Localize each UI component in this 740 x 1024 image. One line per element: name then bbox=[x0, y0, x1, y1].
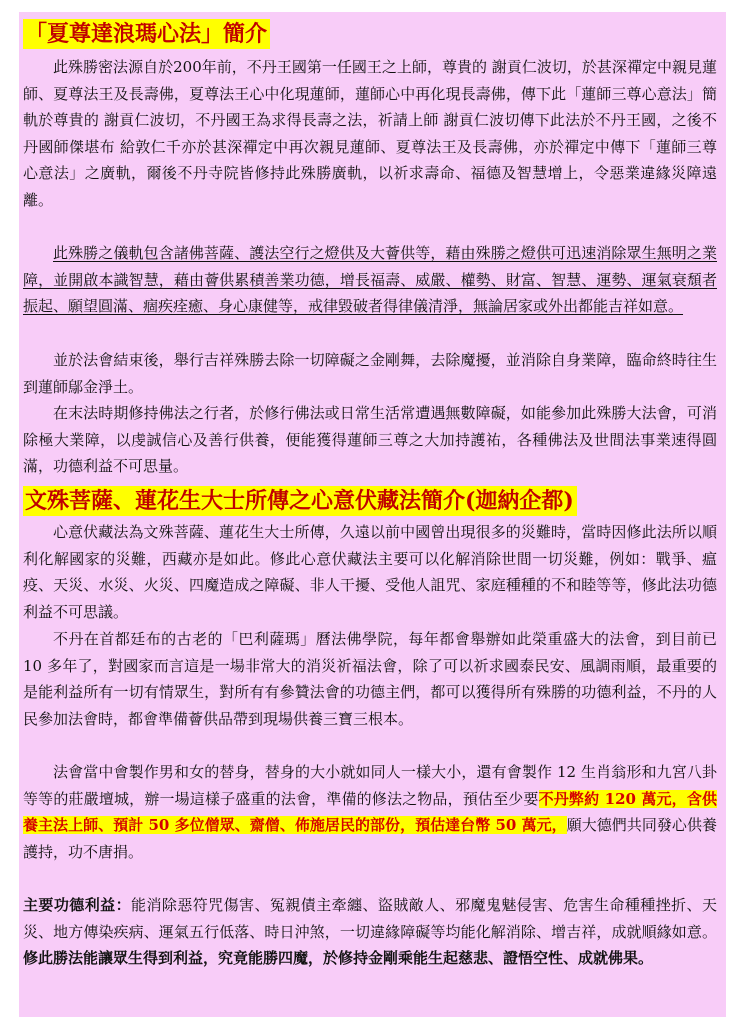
section1-paragraph-2-text: 此殊勝之儀軌包含諸佛菩薩、護法空行之燈供及大薈供等，藉由殊勝之燈供可迅速消除眾生無明之業障，並開啟本識智慧，藉由薈供累積善業功德，增長福壽、威嚴、權勢、財富、智慧、運勢、運氣衰頹者振起、願望圓滿、痼疾痊癒、身心康健等，戒律毀破者得律儀清淨，無論居家或外出都能吉祥如意。 bbox=[23, 244, 717, 316]
document-page bbox=[19, 12, 726, 1017]
merit-benefits-paragraph bbox=[23, 892, 717, 972]
section1-paragraph-1: 此殊勝密法源自於200年前，不丹王國第一任國王之上師，尊貴的 謝貢仁波切，於甚深禪定中親見蓮師、夏尊法王及長壽佛，夏尊法王心中化現蓮師，蓮師心中再化現長壽佛，傳下此「蓮師三尊心意法」簡軌於尊貴的 謝貢仁波切，不丹國王為求得長壽之法，祈請上師 謝貢仁波切傳下此法於不丹王國，之後不丹國師傑堪布 給敦仁千亦於甚深禪定中再次親見蓮師、夏尊法王及長壽佛，亦於禪定中傳下「蓮師三尊心意法」之廣軌，爾後不丹寺院皆修持此殊勝廣軌，以祈求壽命、福德及智慧增上，令惡業違緣災障遠離。 bbox=[23, 58, 717, 209]
merit-benefits-label: 主要功德利益： bbox=[23, 896, 132, 914]
section1-paragraph-3: 並於法會結束後，舉行吉祥殊勝去除一切障礙之金剛舞，去除魔擾，並消除自身業障，臨命終時往生到蓮師鄔金淨土。 bbox=[23, 351, 717, 396]
section2-paragraph-3-text-a: 法會當中會製作男和女的替身，替身的大小就如同人一樣大小，還有會製作 12 生肖翁形和九宮八卦等等的莊嚴壇城，辦一場這樣子盛重的法會，準備的修法之物品，預估至少要 bbox=[23, 763, 717, 808]
section2-paragraph-2: 不丹在首都廷布的古老的「巴利薩瑪」曆法佛學院，每年都會舉辦如此榮重盛大的法會，到目前已 10 多年了，對國家而言這是一場非常大的消災祈福法會，除了可以祈求國泰民安、風調雨順，最重要的是能利益所有一切有情眾生，對所有有參贊法會的功德主們，都可以獲得所有殊勝的功德利益，不丹的人民參加法會時，都會準備薈供品帶到現場供養三寶三根本。 bbox=[23, 630, 717, 728]
section1-title: 「夏尊達浪瑪心法」簡介 bbox=[23, 19, 270, 49]
merit-benefits-text: 能消除惡符咒傷害、冤親債主牽纏、盜賊敵人、邪魔鬼魅侵害、危害生命種種挫折、天災、地方傳染疾病、運氣五行低落、時日沖煞，一切違緣障礙等均能化解消除、增吉祥，成就順緣如意。 bbox=[23, 896, 717, 941]
section1-paragraph-4: 在末法時期修持佛法之行者，於修行佛法或日常生活常遭遇無數障礙，如能參加此殊勝大法會，可消除極大業障，以虔誠信心及善行供養，便能獲得蓮師三尊之大加持護祐，各種佛法及世間法事業速得圓滿，功德利益不可思量。 bbox=[23, 404, 717, 476]
section2-title: 文殊菩薩、蓮花生大士所傳之心意伏藏法簡介(迦納企都) bbox=[23, 486, 577, 516]
section1-paragraph-2 bbox=[23, 240, 717, 320]
section2-paragraph-3-text-b: 願大德們共同發心供養護持，功不唐捐。 bbox=[23, 816, 717, 861]
cost-estimate-highlight: 不丹弊約 120 萬元，含供養主法上師、預計 50 多位僧眾、齋僧、佈施居民的部份，預估達台幣 50 萬元， bbox=[23, 789, 717, 835]
section2-paragraph-1: 心意伏藏法為文殊菩薩、蓮花生大士所傳，久遠以前中國曾出現很多的災難時，當時因修此法所以順利化解國家的災難，西藏亦是如此。修此心意伏藏法主要可以化解消除世間一切災難，例如：戰爭、瘟疫、天災、水災、火災、四魔造成之障礙、非人干擾、受他人詛咒、家庭種種的不和睦等等，修此法功德利益不可思議。 bbox=[23, 523, 717, 621]
section2-paragraph-3 bbox=[23, 759, 717, 865]
merit-benefits-conclusion: 修此勝法能讓眾生得到利益，究竟能勝四魔，於修持金剛乘能生起慈悲、證悟空性、成就佛果。 bbox=[23, 949, 654, 968]
